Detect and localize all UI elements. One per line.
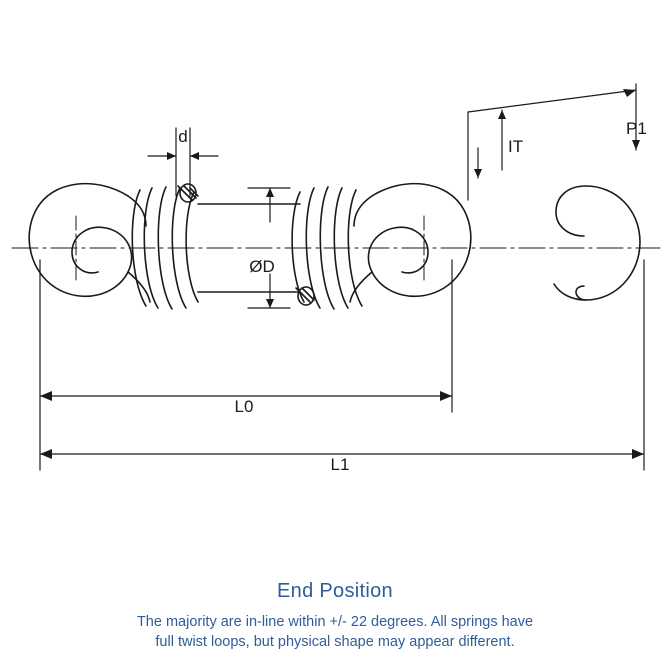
label-outer-diameter: ØD bbox=[249, 257, 275, 276]
dimension-initial-tension bbox=[468, 89, 636, 200]
label-free-length: L0 bbox=[234, 397, 254, 416]
caption-line-1: The majority are in-line within +/- 22 degrees. All springs have bbox=[136, 614, 534, 630]
label-extended-length: L1 bbox=[330, 455, 350, 474]
caption-line-2: full twist loops, but physical shape may appear different. bbox=[155, 634, 515, 650]
caption-title: End Position bbox=[277, 580, 393, 602]
label-initial-tension: IT bbox=[508, 137, 524, 156]
caption-text bbox=[0, 612, 670, 652]
label-wire-diameter: d bbox=[178, 127, 188, 146]
label-hook-position: P1 bbox=[626, 119, 647, 138]
end-position-hook bbox=[554, 186, 640, 300]
dimension-free-length bbox=[40, 260, 452, 412]
right-hook bbox=[350, 184, 471, 302]
dimension-hook-position bbox=[632, 84, 640, 150]
dimension-extended-length bbox=[40, 260, 644, 470]
left-coil-pack bbox=[132, 184, 198, 309]
